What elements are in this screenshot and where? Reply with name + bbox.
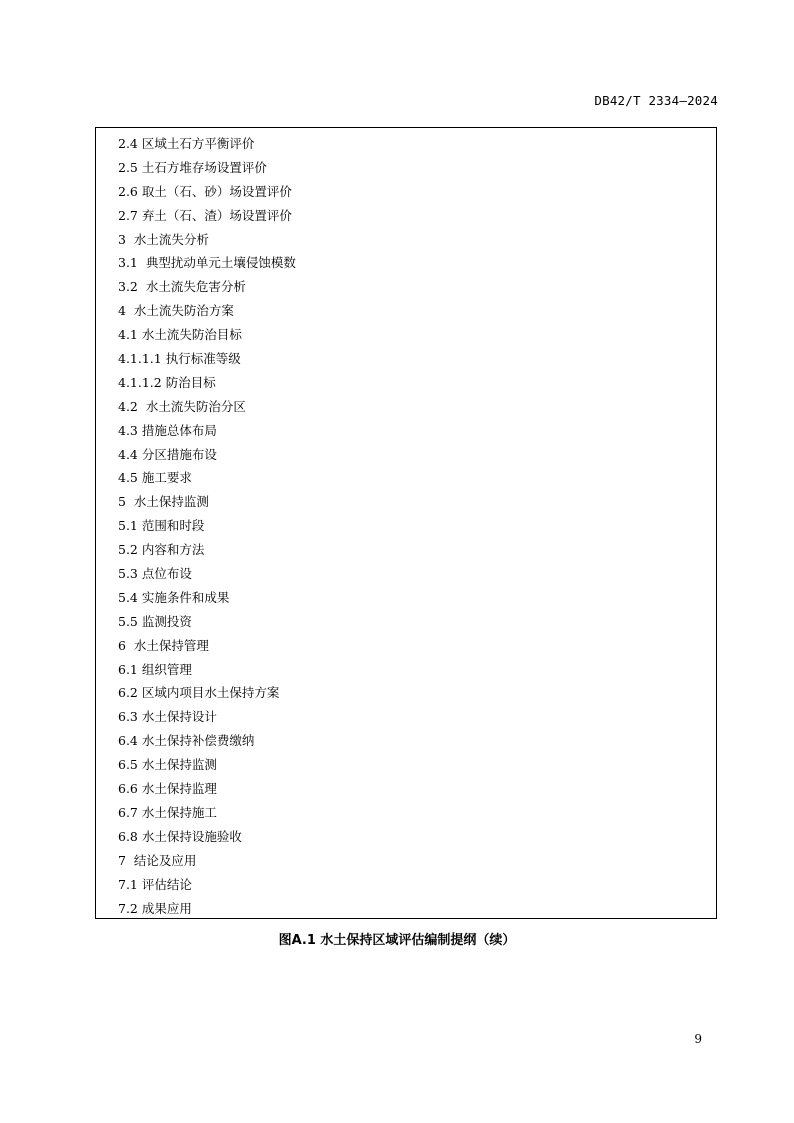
outline-item: 3 水土流失分析 bbox=[118, 231, 209, 247]
outline-item: 4 水土流失防治方案 bbox=[118, 303, 234, 319]
outline-item: 5.2 内容和方法 bbox=[118, 542, 205, 558]
outline-item: 4.1 水土流失防治目标 bbox=[118, 327, 242, 343]
outline-item: 4.4 分区措施布设 bbox=[118, 446, 217, 462]
outline-list bbox=[96, 128, 716, 920]
page-number: 9 bbox=[694, 1032, 702, 1046]
outline-box bbox=[95, 127, 717, 919]
outline-item: 2.6 取土（石、砂）场设置评价 bbox=[118, 183, 292, 199]
outline-item: 2.7 弃土（石、渣）场设置评价 bbox=[118, 207, 292, 223]
outline-item: 5.3 点位布设 bbox=[118, 566, 192, 582]
outline-item: 3.2 水土流失危害分析 bbox=[118, 279, 246, 295]
outline-item: 5 水土保持监测 bbox=[118, 494, 209, 510]
outline-item: 6.2 区域内项目水土保持方案 bbox=[118, 685, 280, 701]
outline-item: 4.5 施工要求 bbox=[118, 470, 192, 486]
outline-item: 7.2 成果应用 bbox=[118, 900, 192, 916]
outline-item: 6.8 水土保持设施验收 bbox=[118, 828, 242, 844]
outline-item: 2.4 区域土石方平衡评价 bbox=[118, 136, 255, 151]
outline-item: 4.2 水土流失防治分区 bbox=[118, 398, 246, 414]
outline-item: 4.1.1.2 防治目标 bbox=[118, 374, 216, 390]
outline-item: 6.5 水土保持监测 bbox=[118, 757, 217, 773]
outline-item: 7.1 评估结论 bbox=[118, 876, 192, 892]
outline-item: 5.4 实施条件和成果 bbox=[118, 589, 230, 605]
outline-item: 6.3 水土保持设计 bbox=[118, 709, 217, 725]
outline-item: 4.1.1.1 执行标准等级 bbox=[118, 351, 241, 367]
document-code: DB42/T 2334—2024 bbox=[594, 93, 718, 108]
outline-item: 4.3 措施总体布局 bbox=[118, 422, 217, 438]
figure-caption: 图A.1 水土保持区域评估编制提纲（续） bbox=[278, 933, 516, 948]
outline-item: 6.4 水土保持补偿费缴纳 bbox=[118, 733, 255, 749]
outline-item: 6.6 水土保持监理 bbox=[118, 781, 217, 797]
outline-item: 2.5 土石方堆存场设置评价 bbox=[118, 159, 267, 175]
outline-item: 5.5 监测投资 bbox=[118, 613, 192, 629]
outline-item: 6.7 水土保持施工 bbox=[118, 804, 217, 820]
outline-item: 5.1 范围和时段 bbox=[118, 518, 205, 534]
outline-item: 3.1 典型扰动单元土壤侵蚀模数 bbox=[118, 255, 296, 271]
outline-item: 6 水土保持管理 bbox=[118, 637, 209, 653]
outline-item: 7 结论及应用 bbox=[118, 852, 197, 868]
outline-item: 6.1 组织管理 bbox=[118, 661, 192, 677]
